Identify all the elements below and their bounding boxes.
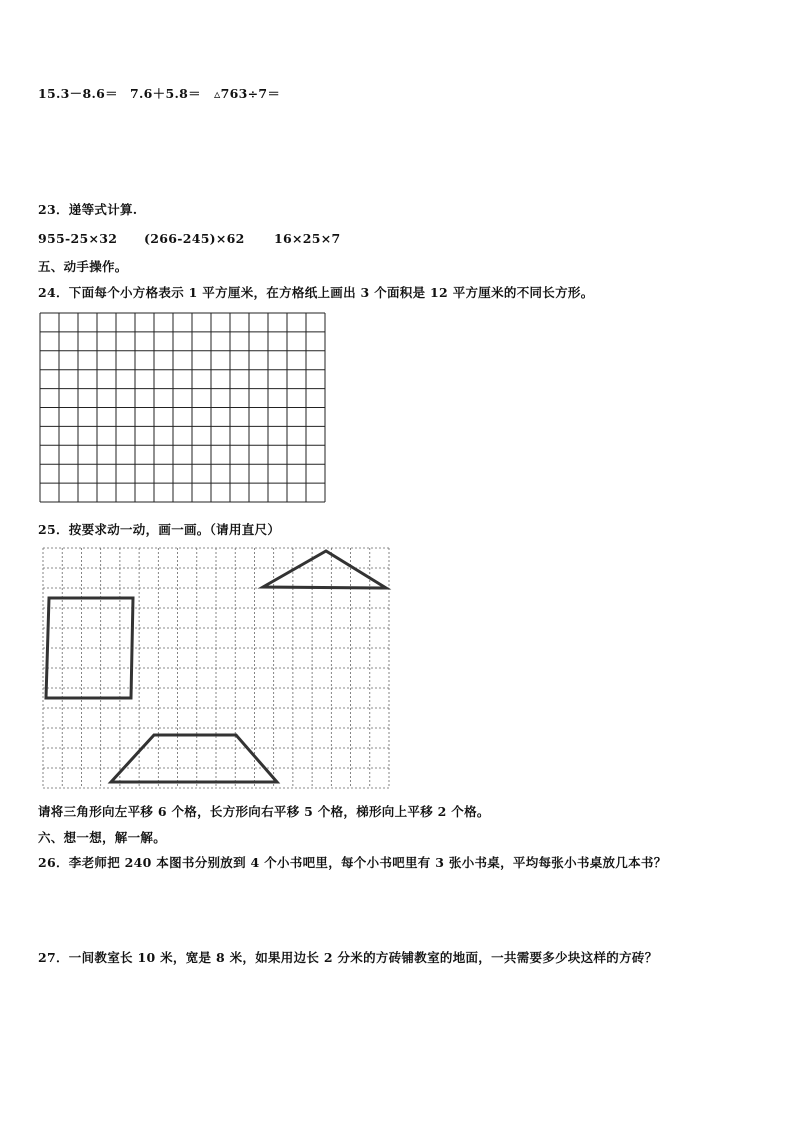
section-5-heading: 五、动手操作。 bbox=[38, 259, 128, 274]
q24-grid[interactable] bbox=[39, 312, 326, 503]
q27-text: 27．一间教室长 10 米，宽是 8 米，如果用边长 2 分米的方砖铺教室的地面，一共需要多少块这样的方砖？ bbox=[38, 950, 658, 965]
oral-calc-expr-2: 7.6＋5.8＝ bbox=[130, 86, 201, 101]
q23-expr-3: 16×25×7 bbox=[274, 231, 341, 246]
oral-calc-row bbox=[38, 84, 280, 102]
section-6-heading: 六、想一想，解一解。 bbox=[38, 830, 167, 845]
trapezoid-shape bbox=[111, 735, 277, 782]
oral-calc-expr-1: 15.3－8.6＝ bbox=[38, 86, 118, 101]
q25-grid-svg[interactable] bbox=[40, 545, 392, 791]
q25-instruction: 请将三角形向左平移 6 个格，长方形向右平移 5 个格，梯形向上平移 2 个格。 bbox=[38, 804, 490, 819]
q23-expr-2: (266-245)×62 bbox=[144, 231, 245, 246]
oral-calc-expr-3: ▵763÷7＝ bbox=[214, 86, 281, 101]
q24-text: 24．下面每个小方格表示 1 平方厘米，在方格纸上画出 3 个面积是 12 平方厘米的不同长方形。 bbox=[38, 285, 594, 300]
q25-text: 25．按要求动一动，画一画。（请用直尺） bbox=[38, 522, 281, 537]
q23-exprs bbox=[38, 231, 341, 246]
q25-grid[interactable] bbox=[40, 545, 392, 791]
triangle-shape bbox=[263, 551, 386, 588]
q26-text: 26．李老师把 240 本图书分别放到 4 个小书吧里，每个小书吧里有 3 张小书桌，平均每张小书桌放几本书？ bbox=[38, 855, 667, 870]
q23-title: 23．递等式计算. bbox=[38, 202, 138, 217]
q23-expr-1: 955-25×32 bbox=[38, 231, 118, 246]
q24-grid-svg[interactable] bbox=[39, 312, 326, 503]
